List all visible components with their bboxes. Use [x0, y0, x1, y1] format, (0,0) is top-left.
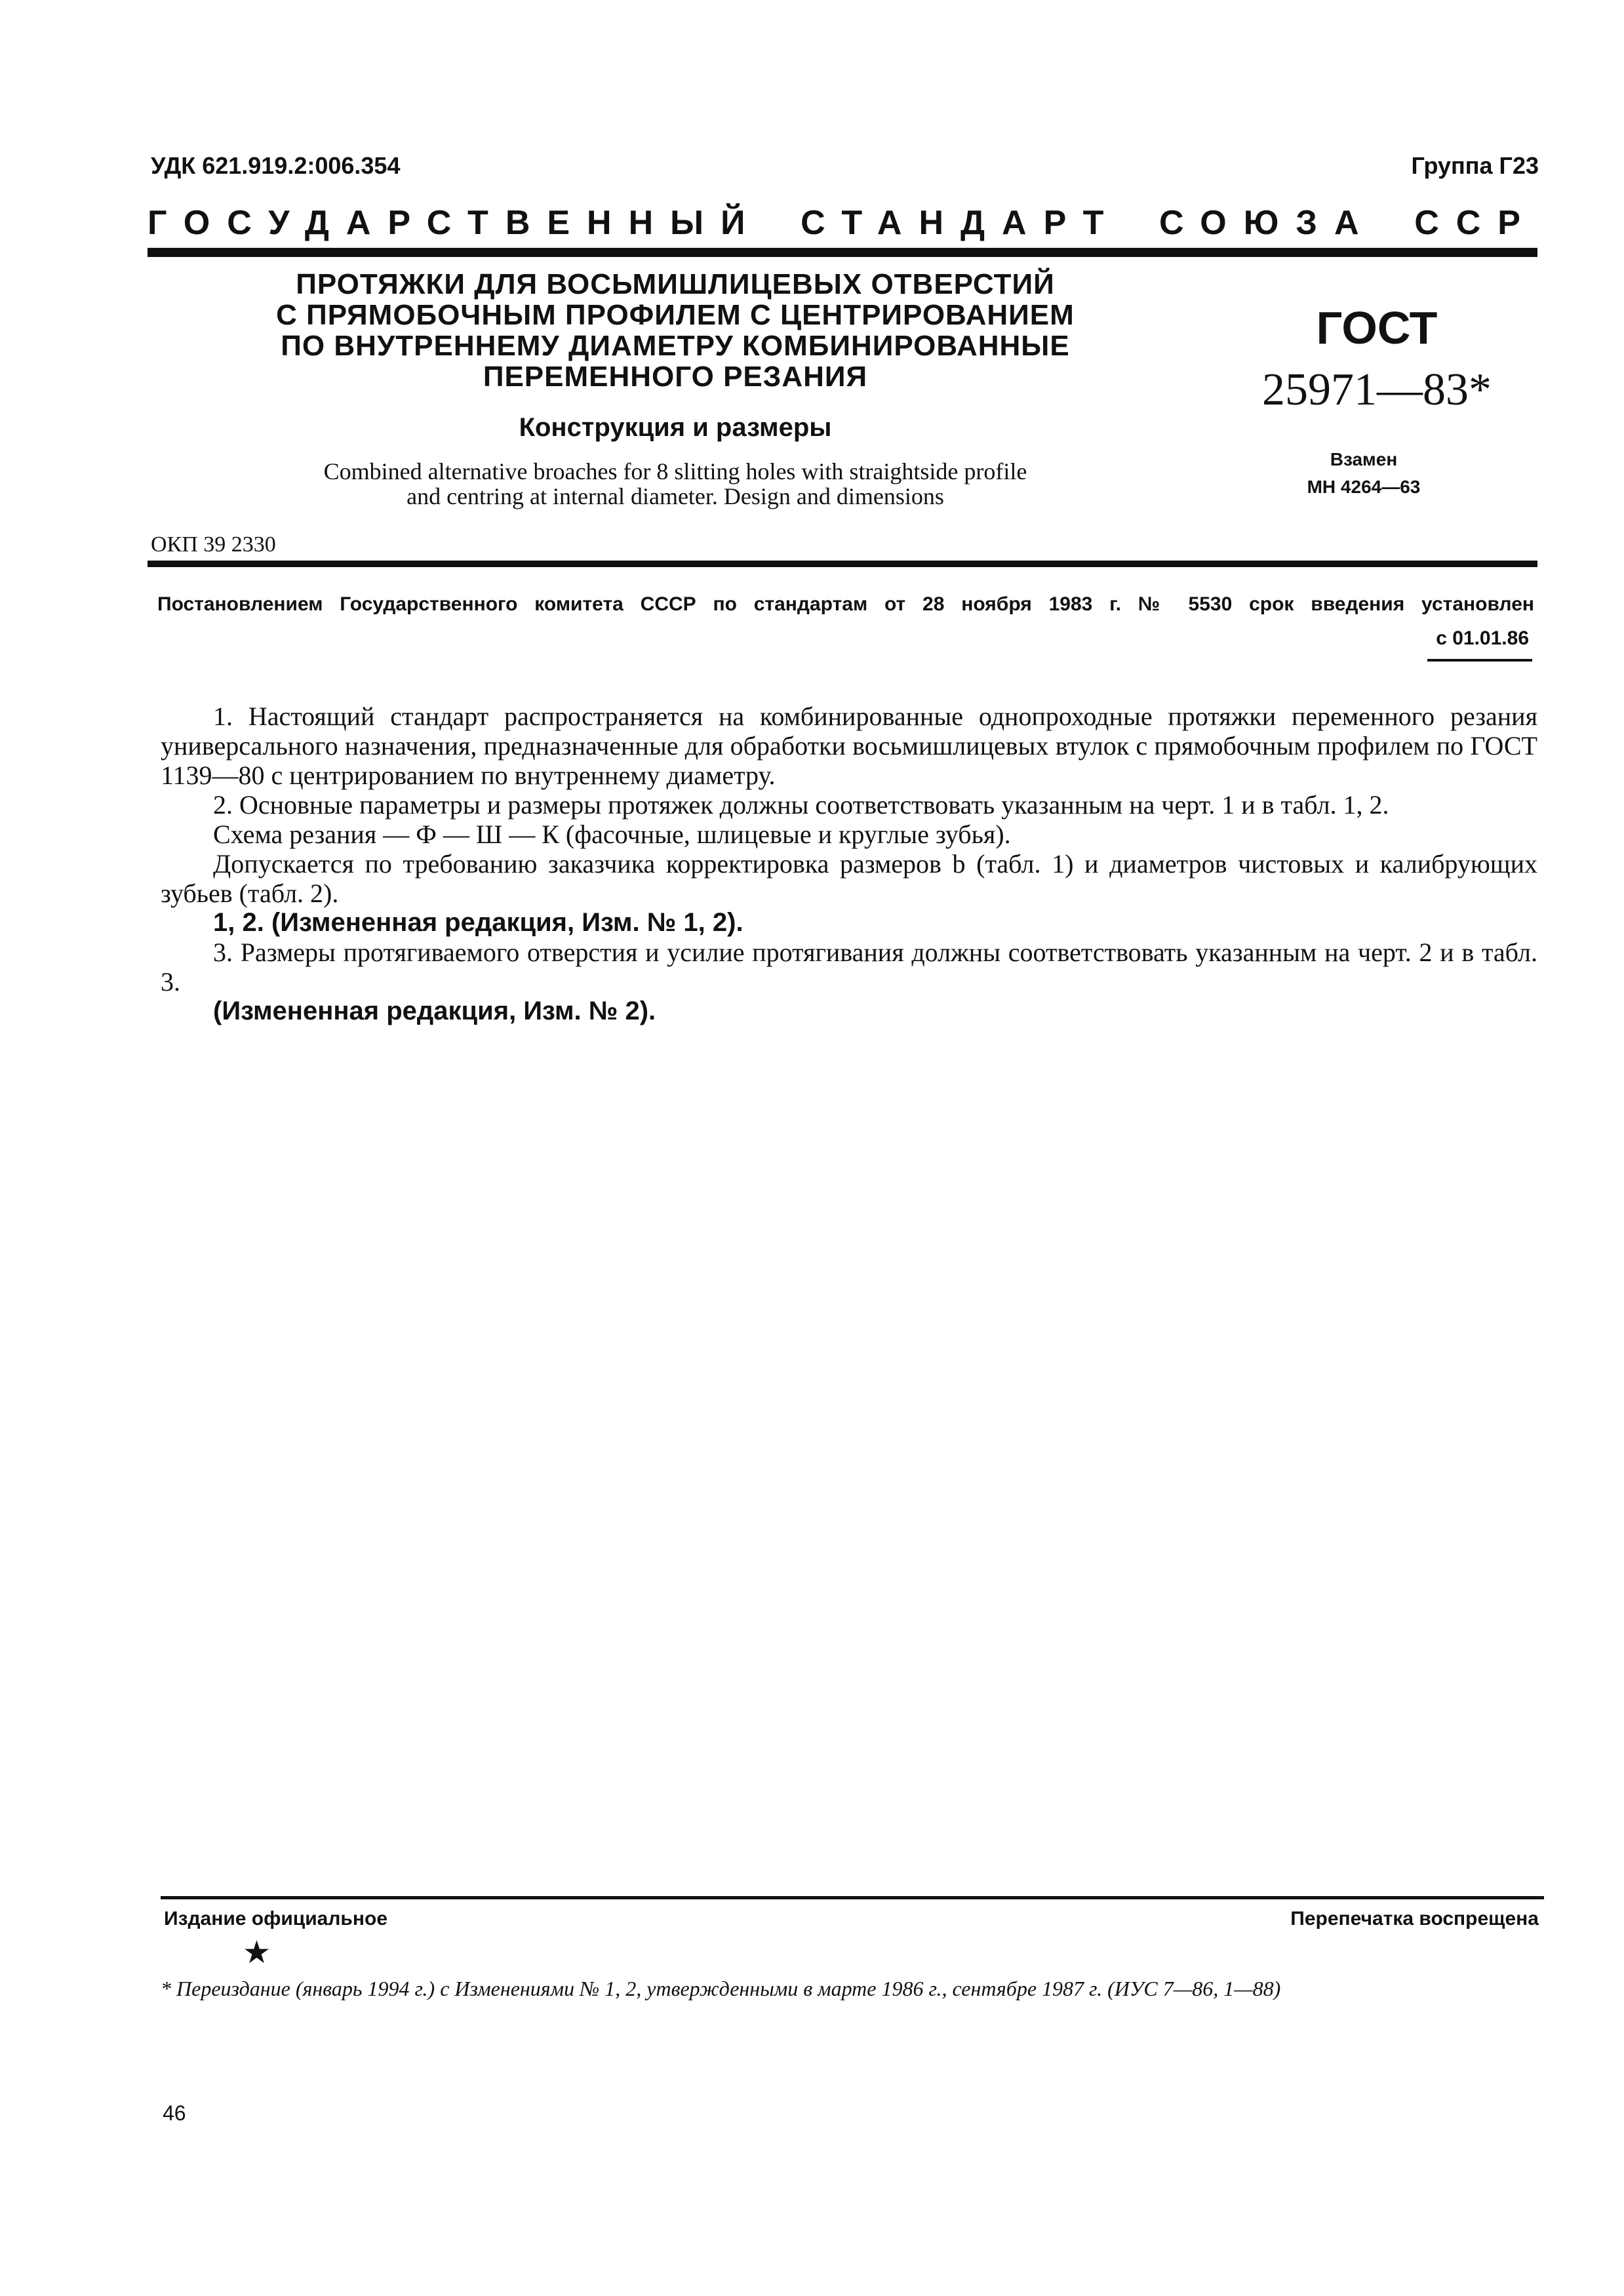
gost-number: 25971—83* [1262, 365, 1492, 415]
title-line: ПО ВНУТРЕННЕМУ ДИАМЕТРУ КОМБИНИРОВАННЫЕ [281, 330, 1070, 362]
replaces-standard [1233, 446, 1495, 501]
english-title [197, 459, 1154, 509]
title-line: ПРОТЯЖКИ ДЛЯ ВОСЬМИШЛИЦЕВЫХ ОТВЕРСТИЙ [296, 268, 1055, 300]
official-edition: Издание официальное [164, 1908, 388, 1930]
banner-word-1: ГОСУДАРСТВЕННЫЙ [148, 204, 762, 242]
paragraph: Допускается по требованию заказчика корректировка размеров b (табл. 1) и диаметров чистовых и калибрующих зубьев (табл. 2). [161, 849, 1537, 908]
footer-rule [161, 1896, 1544, 1899]
state-standard-banner [148, 200, 1537, 246]
replaces-label: Взамен [1330, 449, 1398, 469]
paragraph: Схема резания — Ф — Ш — К (фасочные, шлицевые и круглые зубья). [213, 820, 1011, 849]
paragraph: 3. Размеры протягиваемого отверстия и усилие протягивания должны соответствовать указанным на черт. 2 и в табл. 3. [161, 938, 1537, 997]
title-line: ПЕРЕМЕННОГО РЕЗАНИЯ [483, 361, 868, 393]
paragraph: 1. Настоящий стандарт распространяется на комбинированные однопроходные протяжки переменного резания универсального назначения, предназначенные для обработки восьмишлицевых втулок с прямобочным профилем по ГОСТ 1139—80 с центрированием по внутреннему диаметру. [161, 702, 1537, 790]
okp-code: ОКП 39 2330 [151, 532, 276, 557]
group-code: Группа Г23 [1411, 152, 1539, 179]
paragraph: 2. Основные параметры и размеры протяжек должны соответствовать указанным на черт. 1 и в табл. 1, 2. [213, 790, 1389, 820]
english-title-line: and centring at internal diameter. Design and dimensions [406, 483, 944, 509]
effective-date: с 01.01.86 [1436, 627, 1529, 649]
reprint-prohibited: Перепечатка воспрещена [1290, 1908, 1539, 1930]
top-rule [148, 248, 1537, 257]
paragraph-amendment: (Измененная редакция, Изм. № 2). [213, 997, 656, 1025]
page-number: 46 [163, 2101, 186, 2125]
document-subtitle: Конструкция и размеры [519, 413, 832, 442]
banner-word-4: ССР [1414, 204, 1537, 242]
decree-text: Постановлением Государственного комитета СССР по стандартам от 28 ноября 1983 г. № 5530 срок введения установлен [157, 593, 1534, 615]
header-bottom-rule [148, 561, 1537, 567]
effective-date-underline [1427, 659, 1532, 662]
english-title-line: Combined alternative broaches for 8 slitting holes with straightside profile [323, 458, 1027, 485]
banner-word-3: СОЮЗА [1159, 204, 1376, 242]
paragraph-amendment: 1, 2. (Измененная редакция, Изм. № 1, 2). [213, 908, 743, 937]
banner-word-2: СТАНДАРТ [801, 204, 1121, 242]
udk-code: УДК 621.919.2:006.354 [151, 152, 401, 179]
title-line: С ПРЯМОБОЧНЫМ ПРОФИЛЕМ С ЦЕНТРИРОВАНИЕМ [276, 299, 1075, 331]
gost-label: ГОСТ [1316, 302, 1438, 353]
reissue-footnote: * Переиздание (январь 1994 г.) с Изменениями № 1, 2, утвержденными в марте 1986 г., сентябре 1987 г. (ИУС 7—86, 1—88) [161, 1977, 1281, 2000]
body-text [161, 702, 1537, 1026]
replaces-value: МН 4264—63 [1307, 477, 1421, 497]
document-title [197, 269, 1154, 392]
star-icon: ★ [243, 1934, 271, 1971]
